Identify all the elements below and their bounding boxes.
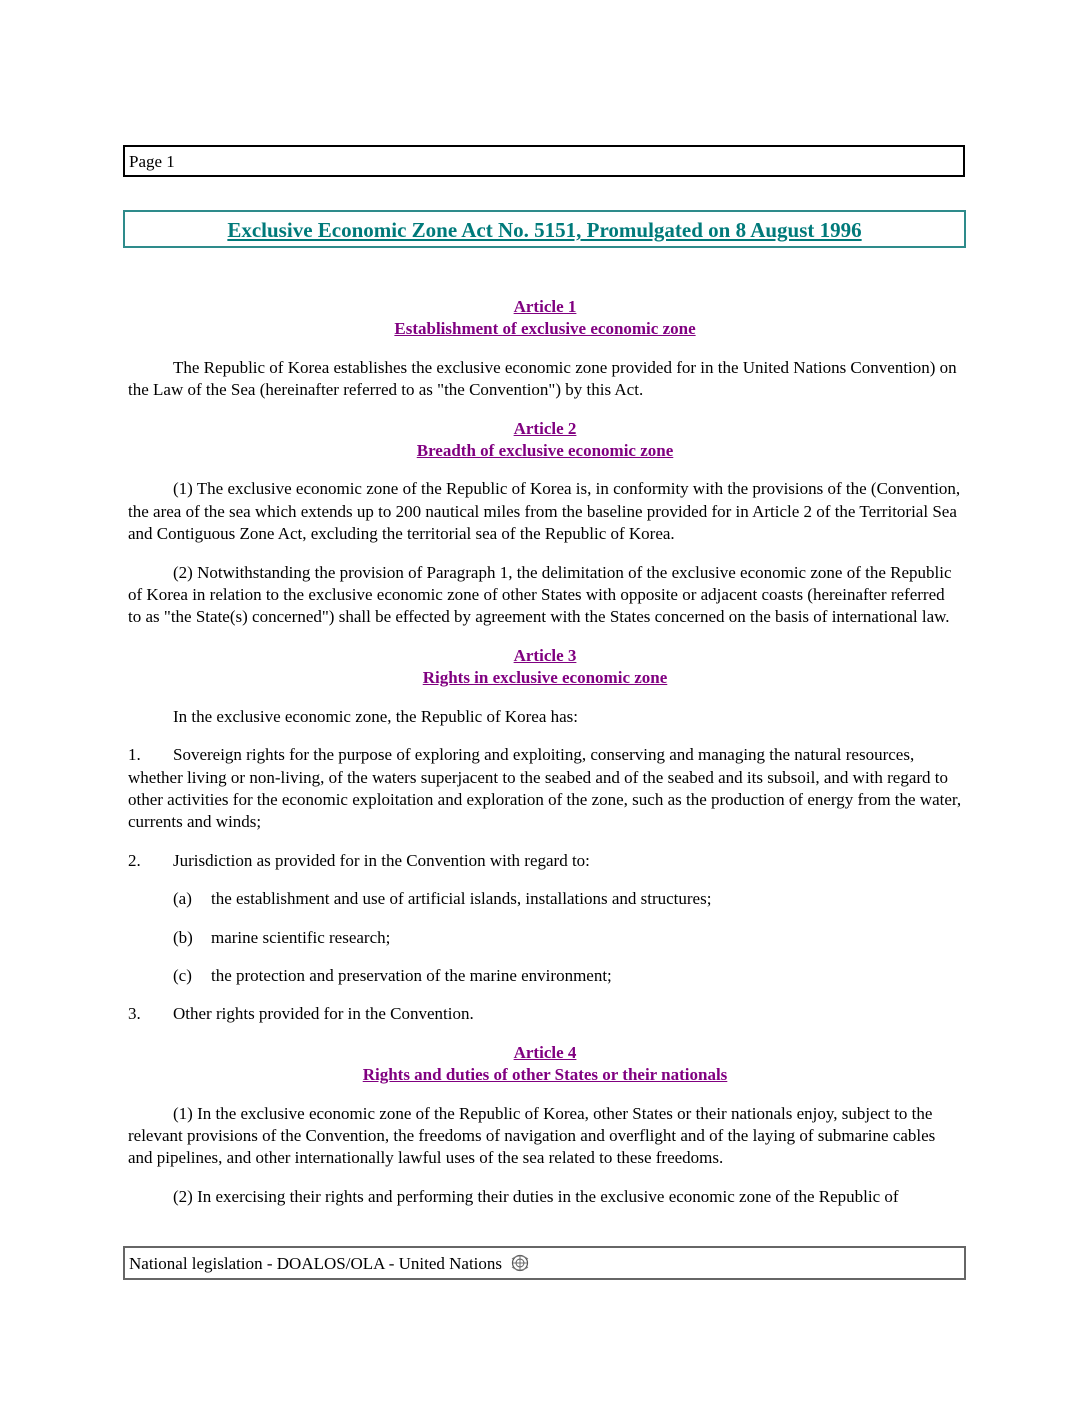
list-item xyxy=(128,850,962,872)
page-number: Page 1 xyxy=(129,152,175,171)
article-number: Article 3 xyxy=(513,645,577,665)
sub-list-item-text: marine scientific research; xyxy=(211,927,391,947)
sub-list-item xyxy=(128,888,962,910)
article-number: Article 2 xyxy=(513,418,577,438)
article-paragraph: (1) The exclusive economic zone of the Republic of Korea is, in conformity with the provisions of the (Convention, the area of the sea which extends up to 200 nautical miles from the baseline provided for in Article 2 of the Territorial Sea and Contiguous Zone Act, excluding the territorial sea of the Republic of Korea. xyxy=(128,479,961,544)
article-paragraph: (1) In the exclusive economic zone of the Republic of Korea, other States or their nationals enjoy, subject to the relevant provisions of the Convention, the freedoms of navigation and overflight and of the laying of submarine cables and pipelines, and other internationally lawful uses of the sea related to these freedoms. xyxy=(128,1103,936,1168)
sub-list-item xyxy=(128,965,962,987)
sub-list-item-text: the establishment and use of artificial islands, installations and structures; xyxy=(211,889,712,909)
list-item-text: Other rights provided for in the Convention. xyxy=(173,1004,474,1024)
page-footer xyxy=(123,1246,966,1280)
list-item-text: Jurisdiction as provided for in the Convention with regard to: xyxy=(173,850,590,870)
article-heading: Rights in exclusive economic zone xyxy=(422,668,668,688)
document-body xyxy=(128,296,962,1224)
article-heading: Establishment of exclusive economic zone xyxy=(394,319,696,339)
footer-text-row xyxy=(129,1254,530,1277)
article-2 xyxy=(128,418,962,463)
list-item xyxy=(128,1003,962,1025)
sub-list-item-number: (b) xyxy=(173,927,193,947)
article-heading: Rights and duties of other States or their nationals xyxy=(362,1065,728,1085)
footer-text: National legislation - DOALOS/OLA - United Nations xyxy=(129,1254,503,1273)
article-paragraph: (2) In exercising their rights and performing their duties in the exclusive economic zone of the Republic of xyxy=(173,1186,899,1206)
article-number: Article 1 xyxy=(513,297,577,316)
document-title-box xyxy=(123,210,966,248)
list-item-number: 3. xyxy=(128,1004,141,1024)
page-header xyxy=(123,145,965,177)
sub-list-item-number: (a) xyxy=(173,889,192,909)
article-intro: In the exclusive economic zone, the Republic of Korea has: xyxy=(173,706,579,726)
sub-list-item-number: (c) xyxy=(173,965,192,985)
article-4 xyxy=(128,1042,962,1087)
sub-list-item-text: the protection and preservation of the marine environment; xyxy=(211,965,612,985)
document-title: Exclusive Economic Zone Act No. 5151, Promulgated on 8 August 1996 xyxy=(227,218,862,242)
article-paragraph: (2) Notwithstanding the provision of Paragraph 1, the delimitation of the exclusive economic zone of the Republic of Korea in relation to the exclusive economic zone of other States with opposite or adjacent coasts (hereinafter referred to as "the State(s) concerned") shall be effected by agreement with the States concerned on the basis of international law. xyxy=(128,562,952,627)
list-item-text: Sovereign rights for the purpose of exploring and exploiting, conserving and managing the natural resources, whether living or non-living, of the waters superjacent to the seabed and of the seabed and its subsoil, and with regard to other activities for the economic exploitation and exploration of the zone, such as the production of energy from the water, currents and winds; xyxy=(128,745,962,832)
un-emblem-icon xyxy=(510,1254,530,1277)
list-item-number: 2. xyxy=(128,850,141,870)
article-number: Article 4 xyxy=(513,1042,577,1062)
article-heading: Breadth of exclusive economic zone xyxy=(416,441,674,461)
article-1 xyxy=(128,296,962,341)
list-item xyxy=(128,744,962,834)
article-3 xyxy=(128,645,962,690)
list-item-number: 1. xyxy=(128,745,141,765)
sub-list-item xyxy=(128,927,962,949)
article-paragraph: The Republic of Korea establishes the exclusive economic zone provided for in the United Nations Convention) on the Law of the Sea (hereinafter referred to as "the Convention") by this Act. xyxy=(128,357,957,400)
